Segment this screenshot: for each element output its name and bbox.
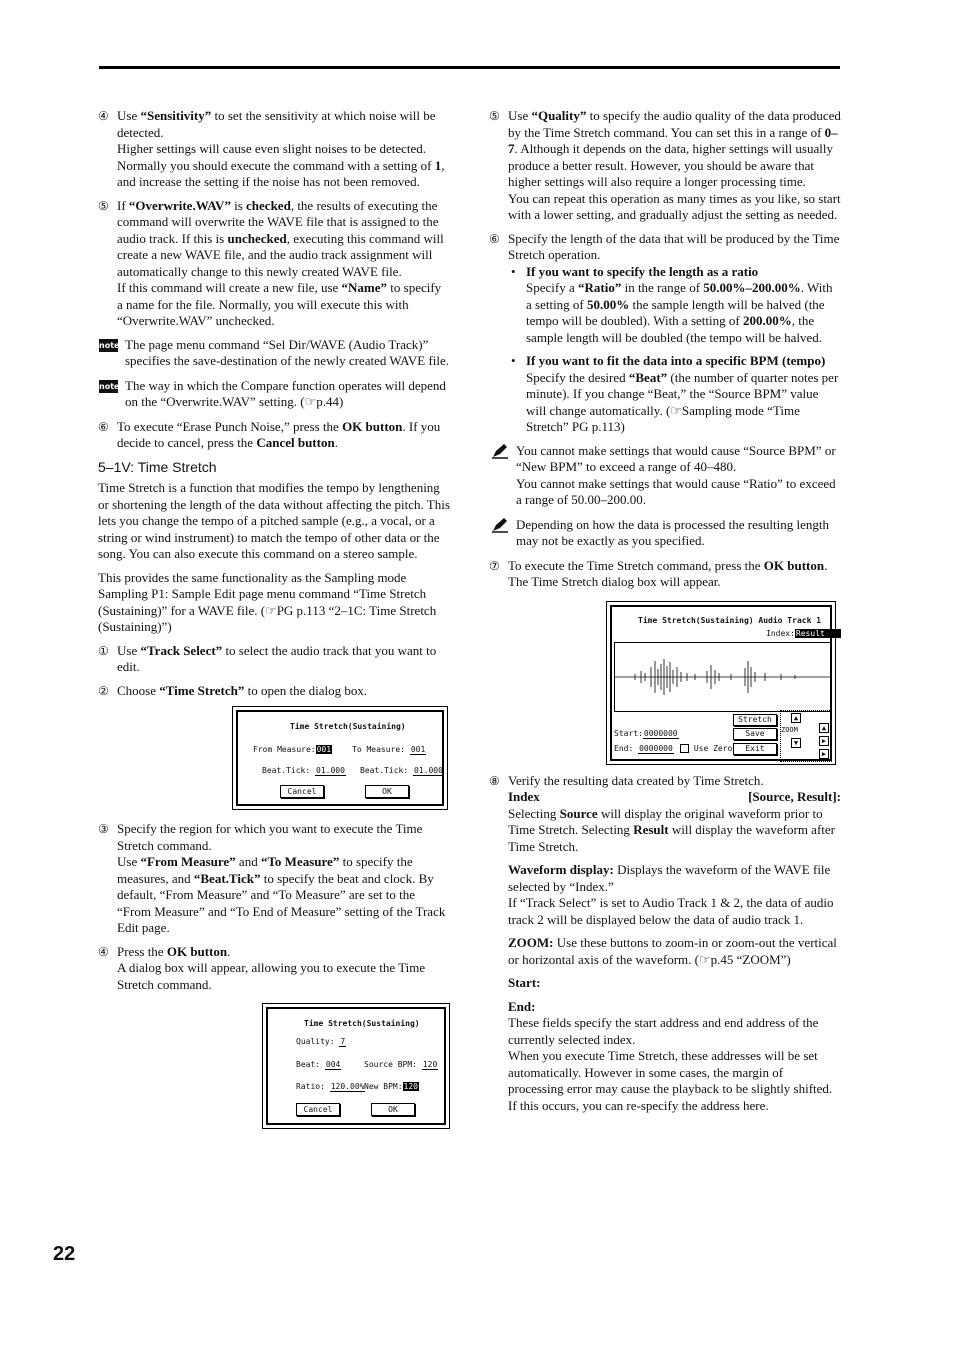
step-number: ④ <box>98 944 109 959</box>
field-value: 001 <box>410 745 426 754</box>
text: to select the audio track that you want to edit. <box>117 642 437 674</box>
step-number: ⑧ <box>489 773 500 788</box>
text: Use <box>117 642 141 658</box>
text: (the number of quarter notes per minute). If you change “Beat,” the “Source BPM” value will change automatically. (☞Sampling mode “Time Stretch” PG p.113) <box>526 369 839 434</box>
warning-text: Depending on how the data is processed the resulting length may not be exactly as you specified. <box>516 516 830 548</box>
checkbox-label: Use Zero <box>693 743 733 753</box>
text: A dialog box will appear, allowing you to execute the Time Stretch command. <box>117 960 426 992</box>
text: Choose <box>117 682 160 698</box>
button-name: OK button <box>763 557 825 573</box>
bullet-ratio <box>508 264 841 347</box>
note-sel-dir <box>98 337 450 370</box>
section-heading: 5–1V: Time Stretch <box>98 458 217 475</box>
text: to open the dialog box. <box>244 682 368 698</box>
zoom-down-button[interactable]: ▼ <box>791 738 801 748</box>
param-name: Start: <box>508 975 541 990</box>
text: to specify the audio quality of the data produced by the Time Stretch command. You can set this in a range of <box>508 108 841 140</box>
field-label: Quality: <box>296 1037 335 1046</box>
field-value: 01.000 <box>414 766 443 775</box>
text: . If you decide to cancel, press the <box>117 418 441 450</box>
step-6-execute <box>98 419 450 452</box>
step-3-region <box>98 821 450 937</box>
step-5-quality <box>489 108 841 224</box>
start-field[interactable] <box>614 729 679 739</box>
text: To execute the Time Stretch command, press the <box>508 557 764 573</box>
field-value: 7 <box>340 1037 346 1046</box>
text: Specify a <box>526 280 578 295</box>
new-bpm-field[interactable] <box>364 1082 419 1092</box>
param-name: “Sensitivity” <box>140 108 212 123</box>
beat-field[interactable] <box>296 1060 341 1070</box>
dialog-frame <box>610 605 832 761</box>
field-label: Start: <box>614 728 643 738</box>
param-name: “Track Select” <box>140 642 223 658</box>
field-label: To Measure: <box>352 745 405 754</box>
ok-button[interactable]: OK <box>365 785 409 798</box>
field-label: Beat.Tick: <box>262 766 311 775</box>
step-7-execute <box>489 558 841 591</box>
field-value: Result <box>795 629 841 638</box>
zoom-up-button[interactable]: ▲ <box>791 713 801 723</box>
field-label: Beat.Tick: <box>360 766 409 775</box>
dialog-title: Time Stretch(Sustaining) <box>304 1019 420 1028</box>
exit-button[interactable]: Exit <box>733 743 777 755</box>
beat-tick-from-field[interactable] <box>262 766 346 776</box>
text: If this command will create a new file, use <box>117 280 342 295</box>
text: . Although it depends on the data, higher settings will usually produce a better result. However, you should be aware that higher settings will also require a longer processing time. <box>508 141 833 189</box>
note-icon: note <box>99 340 120 350</box>
left-column <box>98 108 450 1137</box>
text: Higher settings will cause even slight noises to be detected. Normally you should execute the command with a setting of <box>117 141 435 173</box>
step-number: ③ <box>98 822 109 836</box>
header-rule <box>99 66 840 69</box>
step-number: ⑤ <box>98 198 109 213</box>
text: , the results of executing the command will overwrite the WAVE file that is assigned to the audio track. If this is <box>117 197 439 246</box>
from-measure-field[interactable] <box>253 745 332 755</box>
paragraph: This provides the same functionality as the Sampling mode Sampling P1: Sample Edit page menu command “Time Stretch (Sustaining)” for a WAVE file. (☞PG p.113 “2–1C: Time Stretch (Sustaining)”) <box>98 569 437 634</box>
step-number: ⑤ <box>489 109 500 123</box>
pencil-warning-icon <box>491 443 509 459</box>
value: checked <box>246 197 291 213</box>
param-name: Waveform display: <box>508 862 614 877</box>
param-range: [Source, Result]: <box>748 789 841 804</box>
text: Use these buttons to zoom-in or zoom-out the vertical or horizontal axis of the waveform. (☞p.45 “ZOOM”) <box>508 935 837 967</box>
dialog-title: Time Stretch(Sustaining) Audio Track 1 <box>638 615 822 625</box>
time-stretch-result-dialog <box>606 601 836 765</box>
text: is <box>230 197 247 213</box>
text: These fields specify the start address and end address of the currently selected index. <box>508 1015 819 1047</box>
dialog-frame <box>236 710 444 806</box>
field-value: 0000000 <box>639 743 673 753</box>
warning-text: You cannot make settings that would cause “Ratio” to exceed a range of 50.00–200.00. <box>516 475 836 507</box>
zoom-label: ZOOM <box>781 725 798 734</box>
step-2-choose <box>98 683 450 700</box>
text: Specify the region for which you want to execute the Time Stretch command. <box>117 821 423 853</box>
text: Specify the length of the data that will be produced by the Time Stretch operation. <box>508 230 840 262</box>
stretch-button[interactable]: Stretch <box>733 714 777 726</box>
text: Specify the desired <box>526 369 629 385</box>
time-stretch-region-dialog <box>232 706 448 810</box>
text: To execute “Erase Punch Noise,” press the <box>117 418 343 434</box>
step-1-track-select <box>98 643 450 676</box>
cancel-button[interactable]: Cancel <box>296 1103 340 1116</box>
value: 200.00% <box>742 313 792 328</box>
button-name: Cancel button <box>256 435 335 450</box>
text: Use <box>508 108 532 123</box>
step-number: ⑦ <box>489 558 500 573</box>
zoom-panel <box>780 710 832 762</box>
save-button[interactable]: Save <box>733 728 777 740</box>
warning-bpm-range <box>489 443 841 509</box>
value: Result <box>633 822 669 837</box>
checkbox-box <box>680 744 689 753</box>
step-6-length <box>489 231 841 436</box>
index-row <box>508 789 841 806</box>
button-name: OK button <box>166 943 228 959</box>
cancel-button[interactable]: Cancel <box>280 785 324 798</box>
dialog-title: Time Stretch(Sustaining) <box>290 722 406 731</box>
pencil-warning-icon <box>491 517 509 533</box>
field-value: 120.00% <box>330 1082 365 1091</box>
text: Press the <box>117 943 167 959</box>
step-5-overwrite <box>98 198 450 330</box>
field-label: New BPM: <box>364 1082 403 1091</box>
text: to set the sensitivity at which noise will be detected. <box>117 108 436 140</box>
text: . <box>334 435 338 450</box>
param-name: Index <box>508 789 540 804</box>
field-value: 004 <box>325 1060 341 1069</box>
param-name: “Beat” <box>628 369 668 385</box>
note-icon: note <box>99 381 120 391</box>
beat-tick-to-field[interactable] <box>360 766 444 776</box>
bullet-dot: • <box>511 353 516 368</box>
step-number: ① <box>98 643 109 658</box>
text: Selecting <box>508 805 560 821</box>
end-field[interactable] <box>614 744 674 754</box>
step-number: ⑥ <box>489 231 500 246</box>
use-zero-checkbox[interactable] <box>680 744 732 754</box>
text: will display the original waveform prior to Time Stretch. Selecting <box>508 805 823 837</box>
zoom-out-button[interactable]: ▶ <box>819 749 829 759</box>
note-text: The way in which the Compare function operates will depend on the “Overwrite.WAV” setting. (☞p.44) <box>125 377 446 409</box>
warning-text: You cannot make settings that would cause “Source BPM” or “New BPM” to exceed a range of 40–480. <box>516 442 836 474</box>
field-label: Ratio: <box>296 1082 325 1091</box>
field-value: 120 <box>403 1082 418 1091</box>
text: . <box>227 943 231 959</box>
text: , the sample length will be doubled (the tempo will be halved. <box>526 313 823 345</box>
paragraph: Time Stretch is a function that modifies the tempo by lengthening or shortening the length of the data without affecting the pitch. This lets you change the tempo of a pitched sample (e.g., a vocal, or a string or wind instrument) to match the tempo of other data or the song. You can also execute this command on a stereo sample. <box>98 480 450 561</box>
text: and <box>235 854 261 869</box>
param-name: “Ratio” <box>577 280 622 295</box>
field-label: Beat: <box>296 1060 321 1069</box>
text: . With a setting of <box>526 280 833 312</box>
bullet-heading: If you want to fit the data into a specific BPM (tempo) <box>526 353 826 368</box>
text: , and increase the setting if the noise has not been removed. <box>117 157 445 189</box>
zoom-right-button[interactable]: ▶ <box>819 736 829 746</box>
value: Source <box>559 805 598 821</box>
note-compare <box>98 378 450 411</box>
text: If <box>117 197 129 213</box>
time-stretch-settings-dialog <box>262 1003 450 1129</box>
field-label: Index: <box>766 628 795 638</box>
field-value: 001 <box>316 745 332 754</box>
step-4-sensitivity <box>98 108 450 191</box>
zoom-in-button[interactable]: ▲ <box>819 723 829 733</box>
text: Verify the resulting data created by Time Stretch. <box>508 772 764 788</box>
text: You can repeat this operation as many times as you like, so start with a lower setting, and gradually adjust the setting as needed. <box>508 190 841 222</box>
text: When you execute Time Stretch, these addresses will be set automatically. However in some cases, the margin of processing error may cause the playback to be slightly shifted. If this occurs, you can re-specify the address here. <box>508 1048 833 1113</box>
bullet-bpm <box>508 353 841 436</box>
text: the sample length will be halved (the tempo will be doubled). With a setting of <box>526 296 825 328</box>
value: 1 <box>434 157 442 173</box>
waveform-display[interactable] <box>614 642 832 712</box>
text: in the range of <box>621 280 704 295</box>
text: to specify the measures, and <box>117 854 413 886</box>
value: 50.00% <box>587 296 630 312</box>
field-value: 0000000 <box>643 728 678 738</box>
text: will display the waveform after Time Stretch. <box>508 822 835 854</box>
step-4-press-ok <box>98 944 450 994</box>
text: Use <box>117 854 141 869</box>
source-bpm-field[interactable] <box>364 1060 438 1070</box>
param-name: “From Measure” <box>140 854 236 869</box>
warning-length <box>489 517 841 550</box>
param-name: “Overwrite.WAV” <box>128 197 231 213</box>
note-text: The page menu command “Sel Dir/WAVE (Audio Track)” specifies the save-destination of the newly created WAVE file. <box>125 336 450 368</box>
right-column <box>489 108 841 1121</box>
step-number: ② <box>98 683 109 698</box>
text: Displays the waveform of the WAVE file selected by “Index.” <box>508 862 831 894</box>
value: 50.00%–200.00% <box>703 280 801 295</box>
dialog-frame <box>266 1007 446 1125</box>
ratio-field[interactable] <box>296 1082 365 1092</box>
param-name: “Beat.Tick” <box>193 870 261 886</box>
text: , executing this command will create a new WAVE file, and the audio track assignment will automatically change to this newly created WAVE file. <box>117 230 444 279</box>
field-label: End: <box>614 743 634 753</box>
index-field[interactable] <box>766 629 841 639</box>
bullet-dot: • <box>511 263 516 279</box>
field-label: Source BPM: <box>364 1060 417 1069</box>
to-measure-field[interactable] <box>352 745 426 755</box>
text: to specify a name for the file. Normally, you will execute this with “Overwrite.WAV” unchecked. <box>117 280 442 328</box>
param-name: “Quality” <box>531 108 587 123</box>
param-name: ZOOM: <box>508 935 554 950</box>
field-value: 01.000 <box>316 766 345 775</box>
text: The Time Stretch dialog box will appear. <box>508 574 721 589</box>
button-name: OK button <box>342 418 403 434</box>
param-name: “Name” <box>341 280 388 295</box>
text: Use <box>117 108 141 123</box>
value: 0–7 <box>508 124 838 156</box>
step-8-verify <box>489 773 841 1115</box>
step-number: ⑥ <box>98 419 109 434</box>
ok-button[interactable]: OK <box>371 1103 415 1116</box>
param-name: End: <box>508 998 536 1014</box>
text: to specify the beat and clock. By default, “From Measure” and “To Measure” are set to the “From Measure” and “To End of Measure” setting of the Track Edit page. <box>117 870 446 935</box>
bullet-heading: If you want to specify the length as a ratio <box>526 263 759 279</box>
param-name: “To Measure” <box>260 854 340 869</box>
field-value: 120 <box>422 1060 438 1069</box>
step-number: ④ <box>98 109 109 123</box>
text: If “Track Select” is set to Audio Track 1 & 2, the data of audio track 2 will be displayed below the data of audio track 1. <box>508 895 834 927</box>
quality-field[interactable] <box>296 1037 346 1047</box>
page-number: 22 <box>53 1243 76 1265</box>
text: . <box>824 557 828 573</box>
value: unchecked <box>227 230 287 246</box>
field-label: From Measure: <box>253 745 316 754</box>
param-name: “Time Stretch” <box>159 682 245 698</box>
